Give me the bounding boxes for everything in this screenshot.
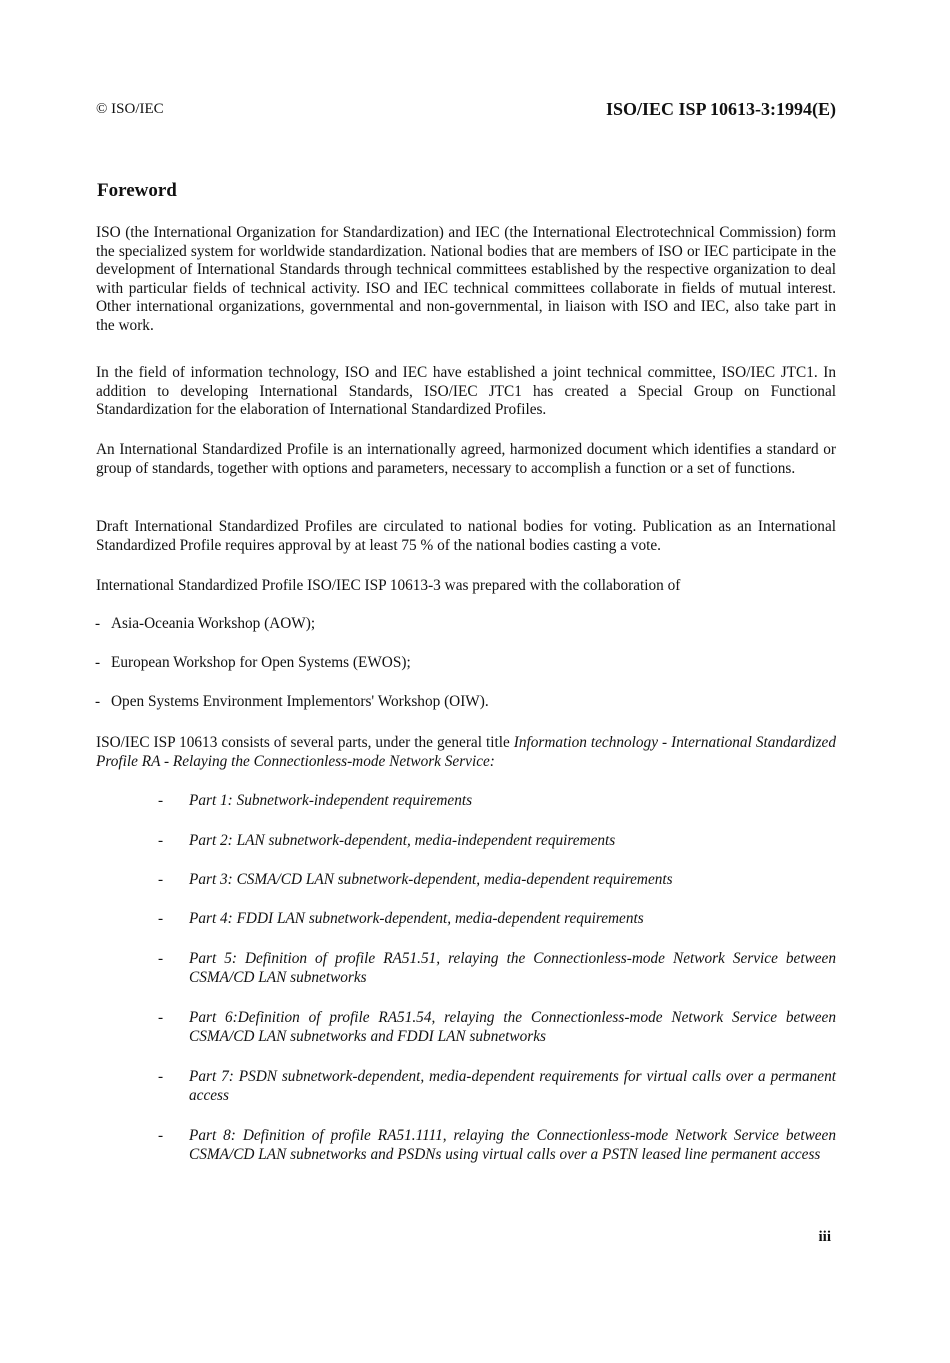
header-copyright: © ISO/IEC: [96, 101, 164, 117]
section-title: Foreword: [97, 180, 177, 201]
collaborator-label: European Workshop for Open Systems (EWOS);: [111, 654, 411, 671]
list-dash: -: [158, 910, 164, 927]
header-standard-number: ISO/IEC ISP 10613-3:1994(E): [605, 99, 836, 119]
list-dash: -: [158, 871, 164, 888]
paragraph-isp-definition: An International Standardized Profile is an internationally agreed, harmonized document which identifies a standard or group of standards, together with options and parameters, necessary to accomplish a function or a set of functions.: [96, 441, 836, 477]
collaborator-item: [95, 693, 489, 712]
collaborator-label: Asia-Oceania Workshop (AOW);: [111, 615, 316, 632]
paragraph-draft-voting: Draft International Standardized Profiles are circulated to national bodies for voting. Publication as an International Standardized Profile requires approval by at least 75 % of the national bodies casting a vote.: [96, 518, 836, 554]
list-dash: -: [158, 792, 164, 809]
list-dash: -: [95, 615, 101, 632]
part-list-item: [158, 871, 836, 890]
list-dash: -: [95, 693, 101, 710]
part-label: Part 1: Subnetwork-independent requirements: [189, 792, 473, 809]
part-list-item: [158, 1009, 836, 1046]
paragraph-collaboration-intro: International Standardized Profile ISO/IEC ISP 10613-3 was prepared with the collaboration of: [96, 577, 681, 594]
part-list-item: [158, 910, 836, 929]
part-label: Part 5: Definition of profile RA51.51, relaying the Connectionless-mode Network Service between CSMA/CD LAN subnetworks: [189, 950, 836, 986]
part-list-item: [158, 832, 836, 851]
list-dash: -: [158, 1068, 164, 1085]
part-label: Part 6:Definition of profile RA51.54, relaying the Connectionless-mode Network Service between CSMA/CD LAN subnetworks and FDDI LAN subnetworks: [189, 1009, 836, 1045]
page-number: iii: [818, 1229, 831, 1245]
collaborator-label: Open Systems Environment Implementors' Workshop (OIW).: [111, 693, 489, 710]
parts-intro-lead: ISO/IEC ISP 10613 consists of several parts, under the general title: [96, 734, 514, 751]
paragraph-iso-iec-intro: ISO (the International Organization for Standardization) and IEC (the International Electrotechnical Commission) form the specialized system for worldwide standardization. National bodies that are members of ISO or IEC participate in the development of International Standards through technical committees established by the respective organization to deal with particular fields of technical activity. ISO and IEC technical committees collaborate in fields of mutual interest. Other international organizations, governmental and non-governmental, in liaison with ISO and IEC, also take part in the work.: [96, 224, 836, 334]
part-list-item: [158, 792, 836, 811]
part-label: Part 7: PSDN subnetwork-dependent, media-dependent requirements for virtual calls over a permanent access: [189, 1068, 836, 1104]
part-list-item: [158, 1068, 836, 1105]
collaborator-item: [95, 654, 411, 673]
list-dash: -: [158, 1127, 164, 1144]
parts-intro-title: Information technology - International Standardized Profile RA - Relaying the Connectionless-mode Network Service:: [96, 734, 836, 770]
list-dash: -: [158, 1009, 164, 1026]
collaborator-item: [95, 615, 315, 634]
part-label: Part 2: LAN subnetwork-dependent, media-independent requirements: [189, 832, 616, 849]
list-dash: -: [158, 950, 164, 967]
part-label: Part 8: Definition of profile RA51.1111, relaying the Connectionless-mode Network Service between CSMA/CD LAN subnetworks and PSDNs using virtual calls over a PSTN leased line permanent access: [189, 1127, 836, 1163]
list-dash: -: [95, 654, 101, 671]
part-list-item: [158, 950, 836, 987]
part-label: Part 4: FDDI LAN subnetwork-dependent, media-dependent requirements: [189, 910, 644, 927]
list-dash: -: [158, 832, 164, 849]
paragraph-parts-intro: [96, 734, 836, 771]
part-list-item: [158, 1127, 836, 1164]
part-label: Part 3: CSMA/CD LAN subnetwork-dependent, media-dependent requirements: [189, 871, 673, 888]
paragraph-jtc1: In the field of information technology, ISO and IEC have established a joint technical committee, ISO/IEC JTC1. In addition to developing International Standards, ISO/IEC JTC1 has created a Special Group on Functional Standardization for the elaboration of International Standardized Profiles.: [96, 364, 836, 418]
